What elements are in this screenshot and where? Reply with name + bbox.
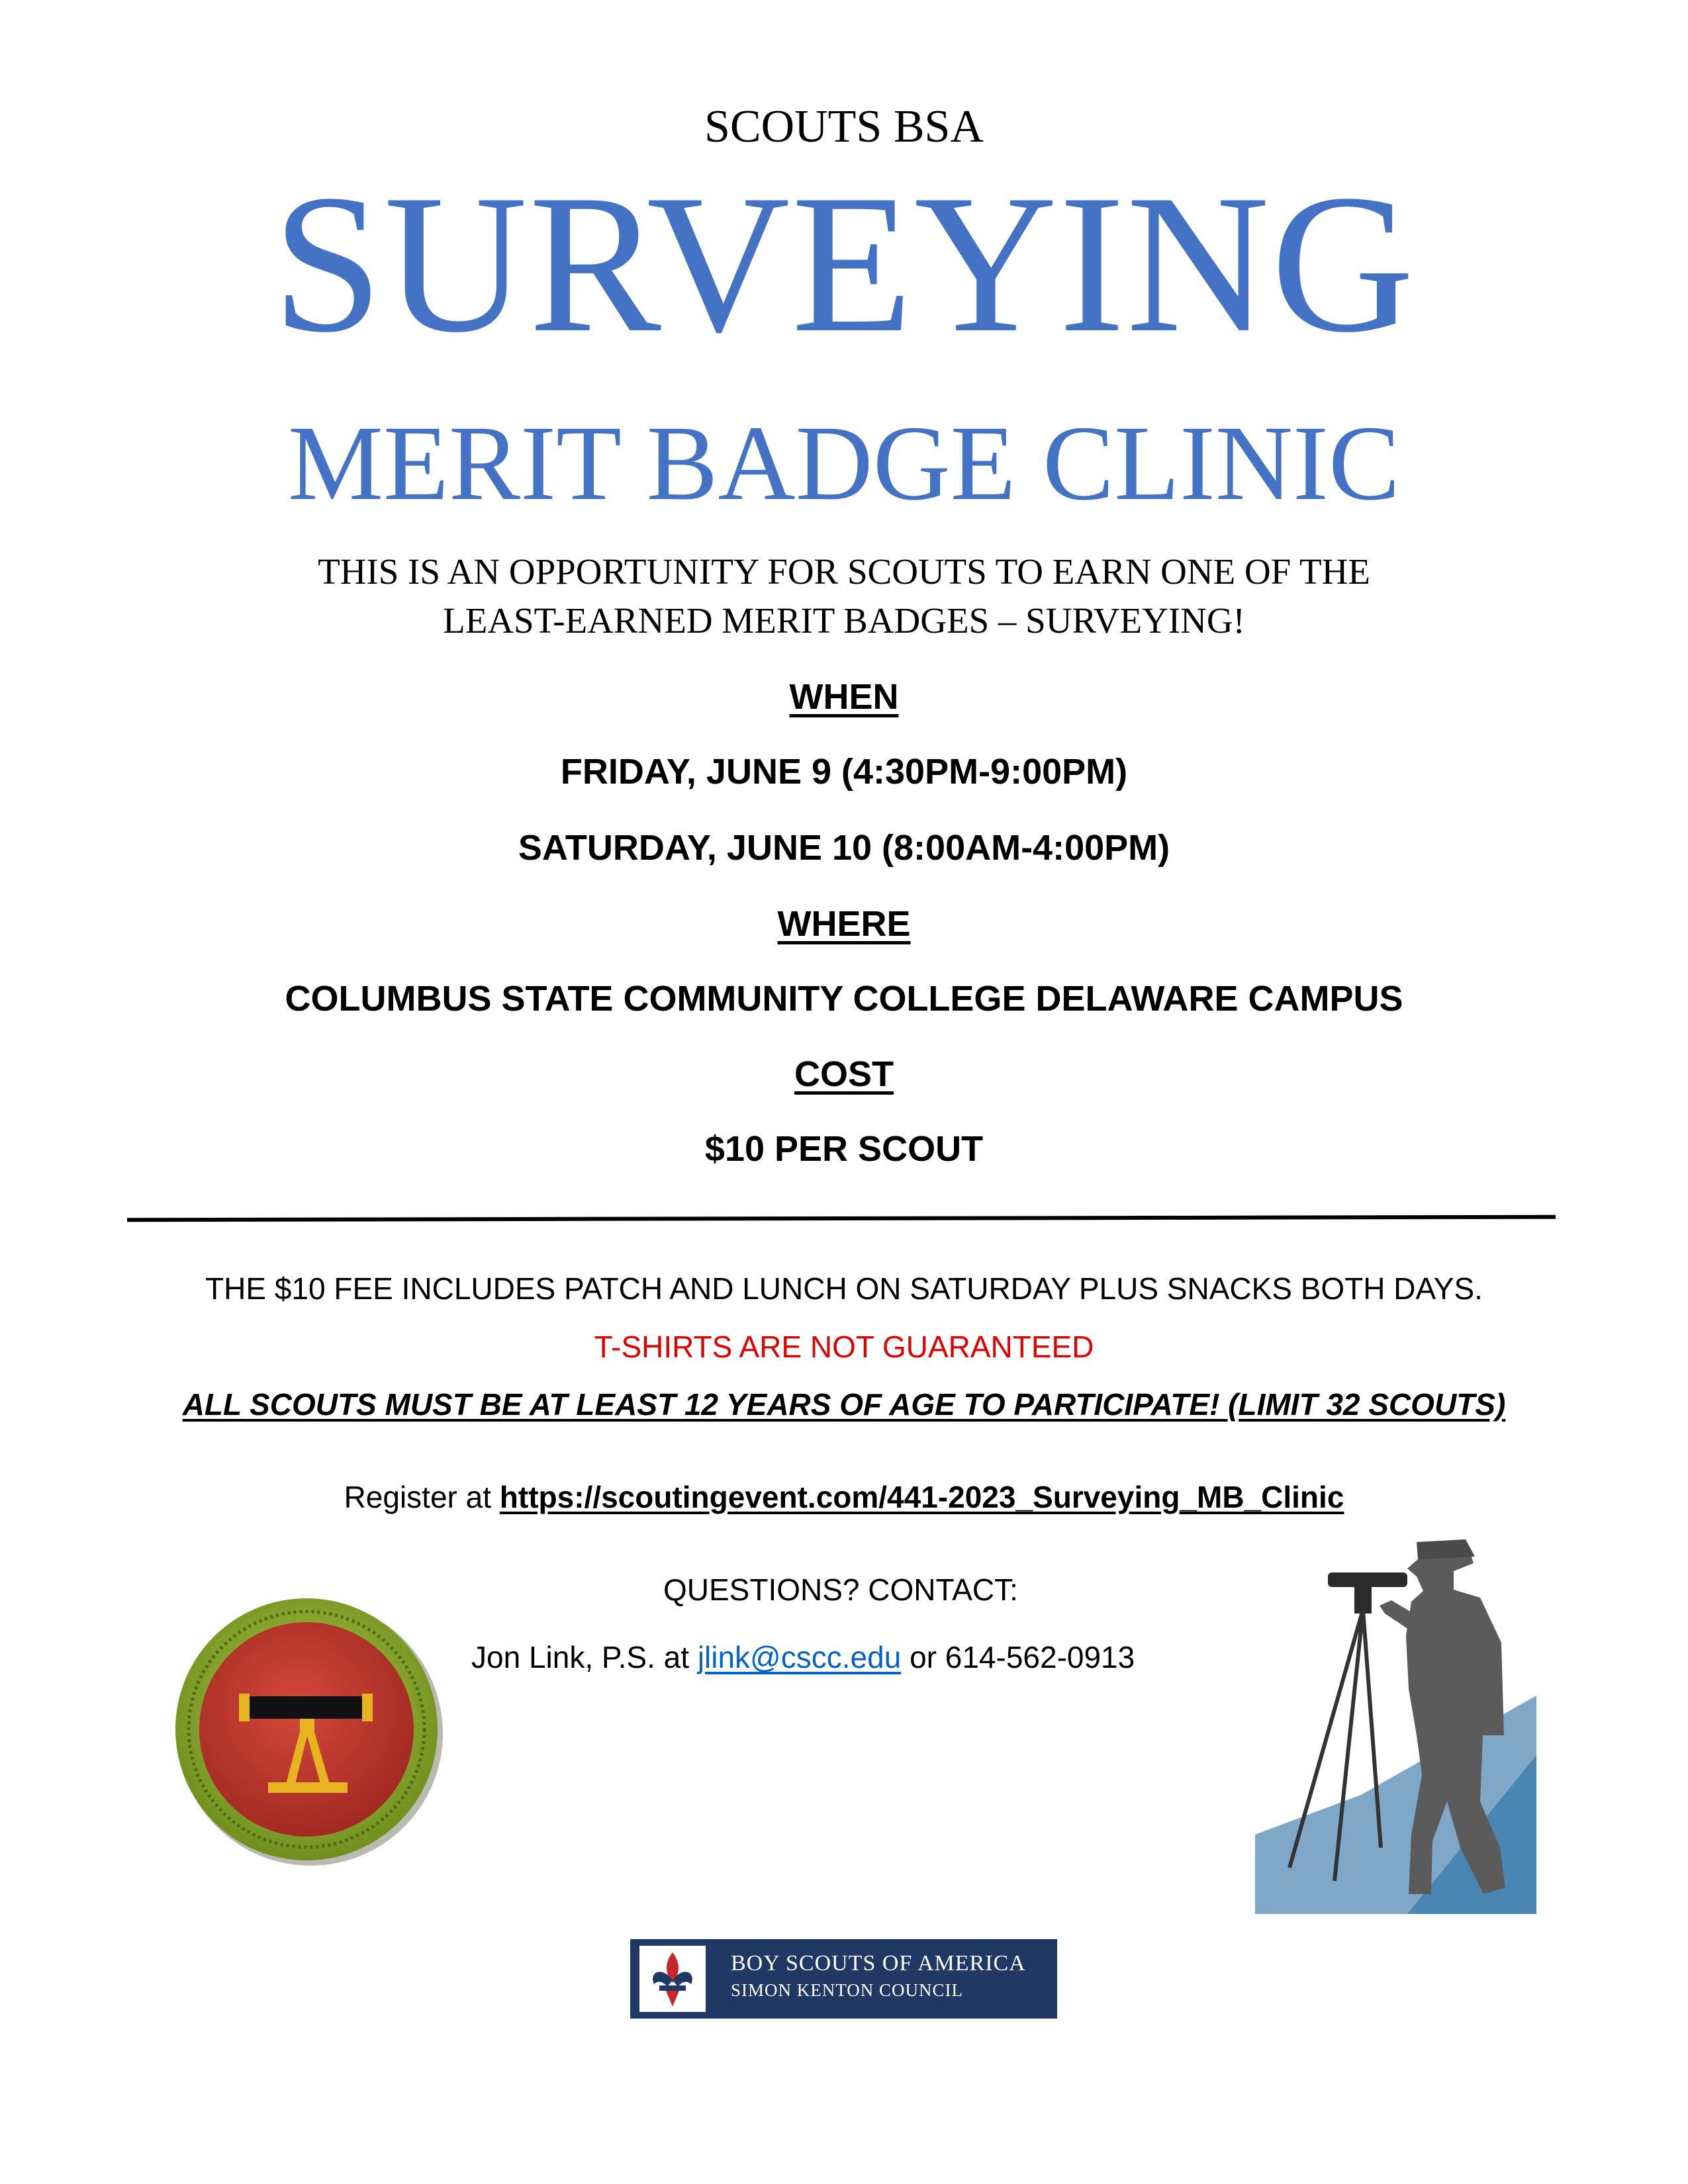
intro-line-2: LEAST-EARNED MERIT BADGES – SURVEYING! [443,600,1245,641]
fee-note: THE $10 FEE INCLUDES PATCH AND LUNCH ON SATURDAY PLUS SNACKS BOTH DAYS. [205,1271,1483,1306]
when-heading: WHEN [789,677,899,717]
cost-heading: COST [794,1054,894,1094]
tshirt-warning: T-SHIRTS ARE NOT GUARANTEED [594,1330,1094,1364]
age-requirement: ALL SCOUTS MUST BE AT LEAST 12 YEARS OF AGE TO PARTICIPATE! (LIMIT 32 SCOUTS) [182,1387,1506,1422]
when-day-1: FRIDAY, JUNE 9 (4:30PM-9:00PM) [560,752,1128,792]
contact-line [471,1639,1135,1675]
contact-name: Jon Link, P.S. at [471,1640,690,1674]
contact-phone: 614-562-0913 [945,1640,1135,1674]
when-day-2: SATURDAY, JUNE 10 (8:00AM-4:00PM) [518,828,1170,868]
cost-amount: $10 PER SCOUT [704,1129,984,1169]
logo-line-1: BOY SCOUTS OF AMERICA [731,1951,1026,1976]
register-line [0,1479,1688,1515]
surveyor-with-transit-icon [1255,1537,1536,1914]
fleur-de-lis-icon [639,1946,706,2012]
where-heading: WHERE [777,904,911,944]
page-subtitle: MERIT BADGE CLINIC [288,404,1400,523]
page-title: SURVEYING [272,154,1416,373]
contact-email-link[interactable]: jlink@cscc.edu [697,1640,902,1674]
questions-heading: QUESTIONS? CONTACT: [663,1572,1018,1607]
divider [127,1215,1556,1222]
contact-joiner: or [910,1640,937,1674]
where-location: COLUMBUS STATE COMMUNITY COLLEGE DELAWARE CAMPUS [285,979,1403,1019]
surveying-merit-badge-icon [169,1592,447,1870]
kicker-text: SCOUTS BSA [704,101,984,152]
intro-line-1: THIS IS AN OPPORTUNITY FOR SCOUTS TO EARN ONE OF THE [318,551,1370,592]
register-link[interactable]: https://scoutingevent.com/441-2023_Surveying_MB_Clinic [499,1480,1344,1514]
register-prefix: Register at [344,1480,492,1514]
bsa-council-logo [630,1939,1057,2019]
logo-line-2: SIMON KENTON COUNCIL [731,1980,964,2000]
fleur-de-lis-emblem [639,1946,706,2012]
